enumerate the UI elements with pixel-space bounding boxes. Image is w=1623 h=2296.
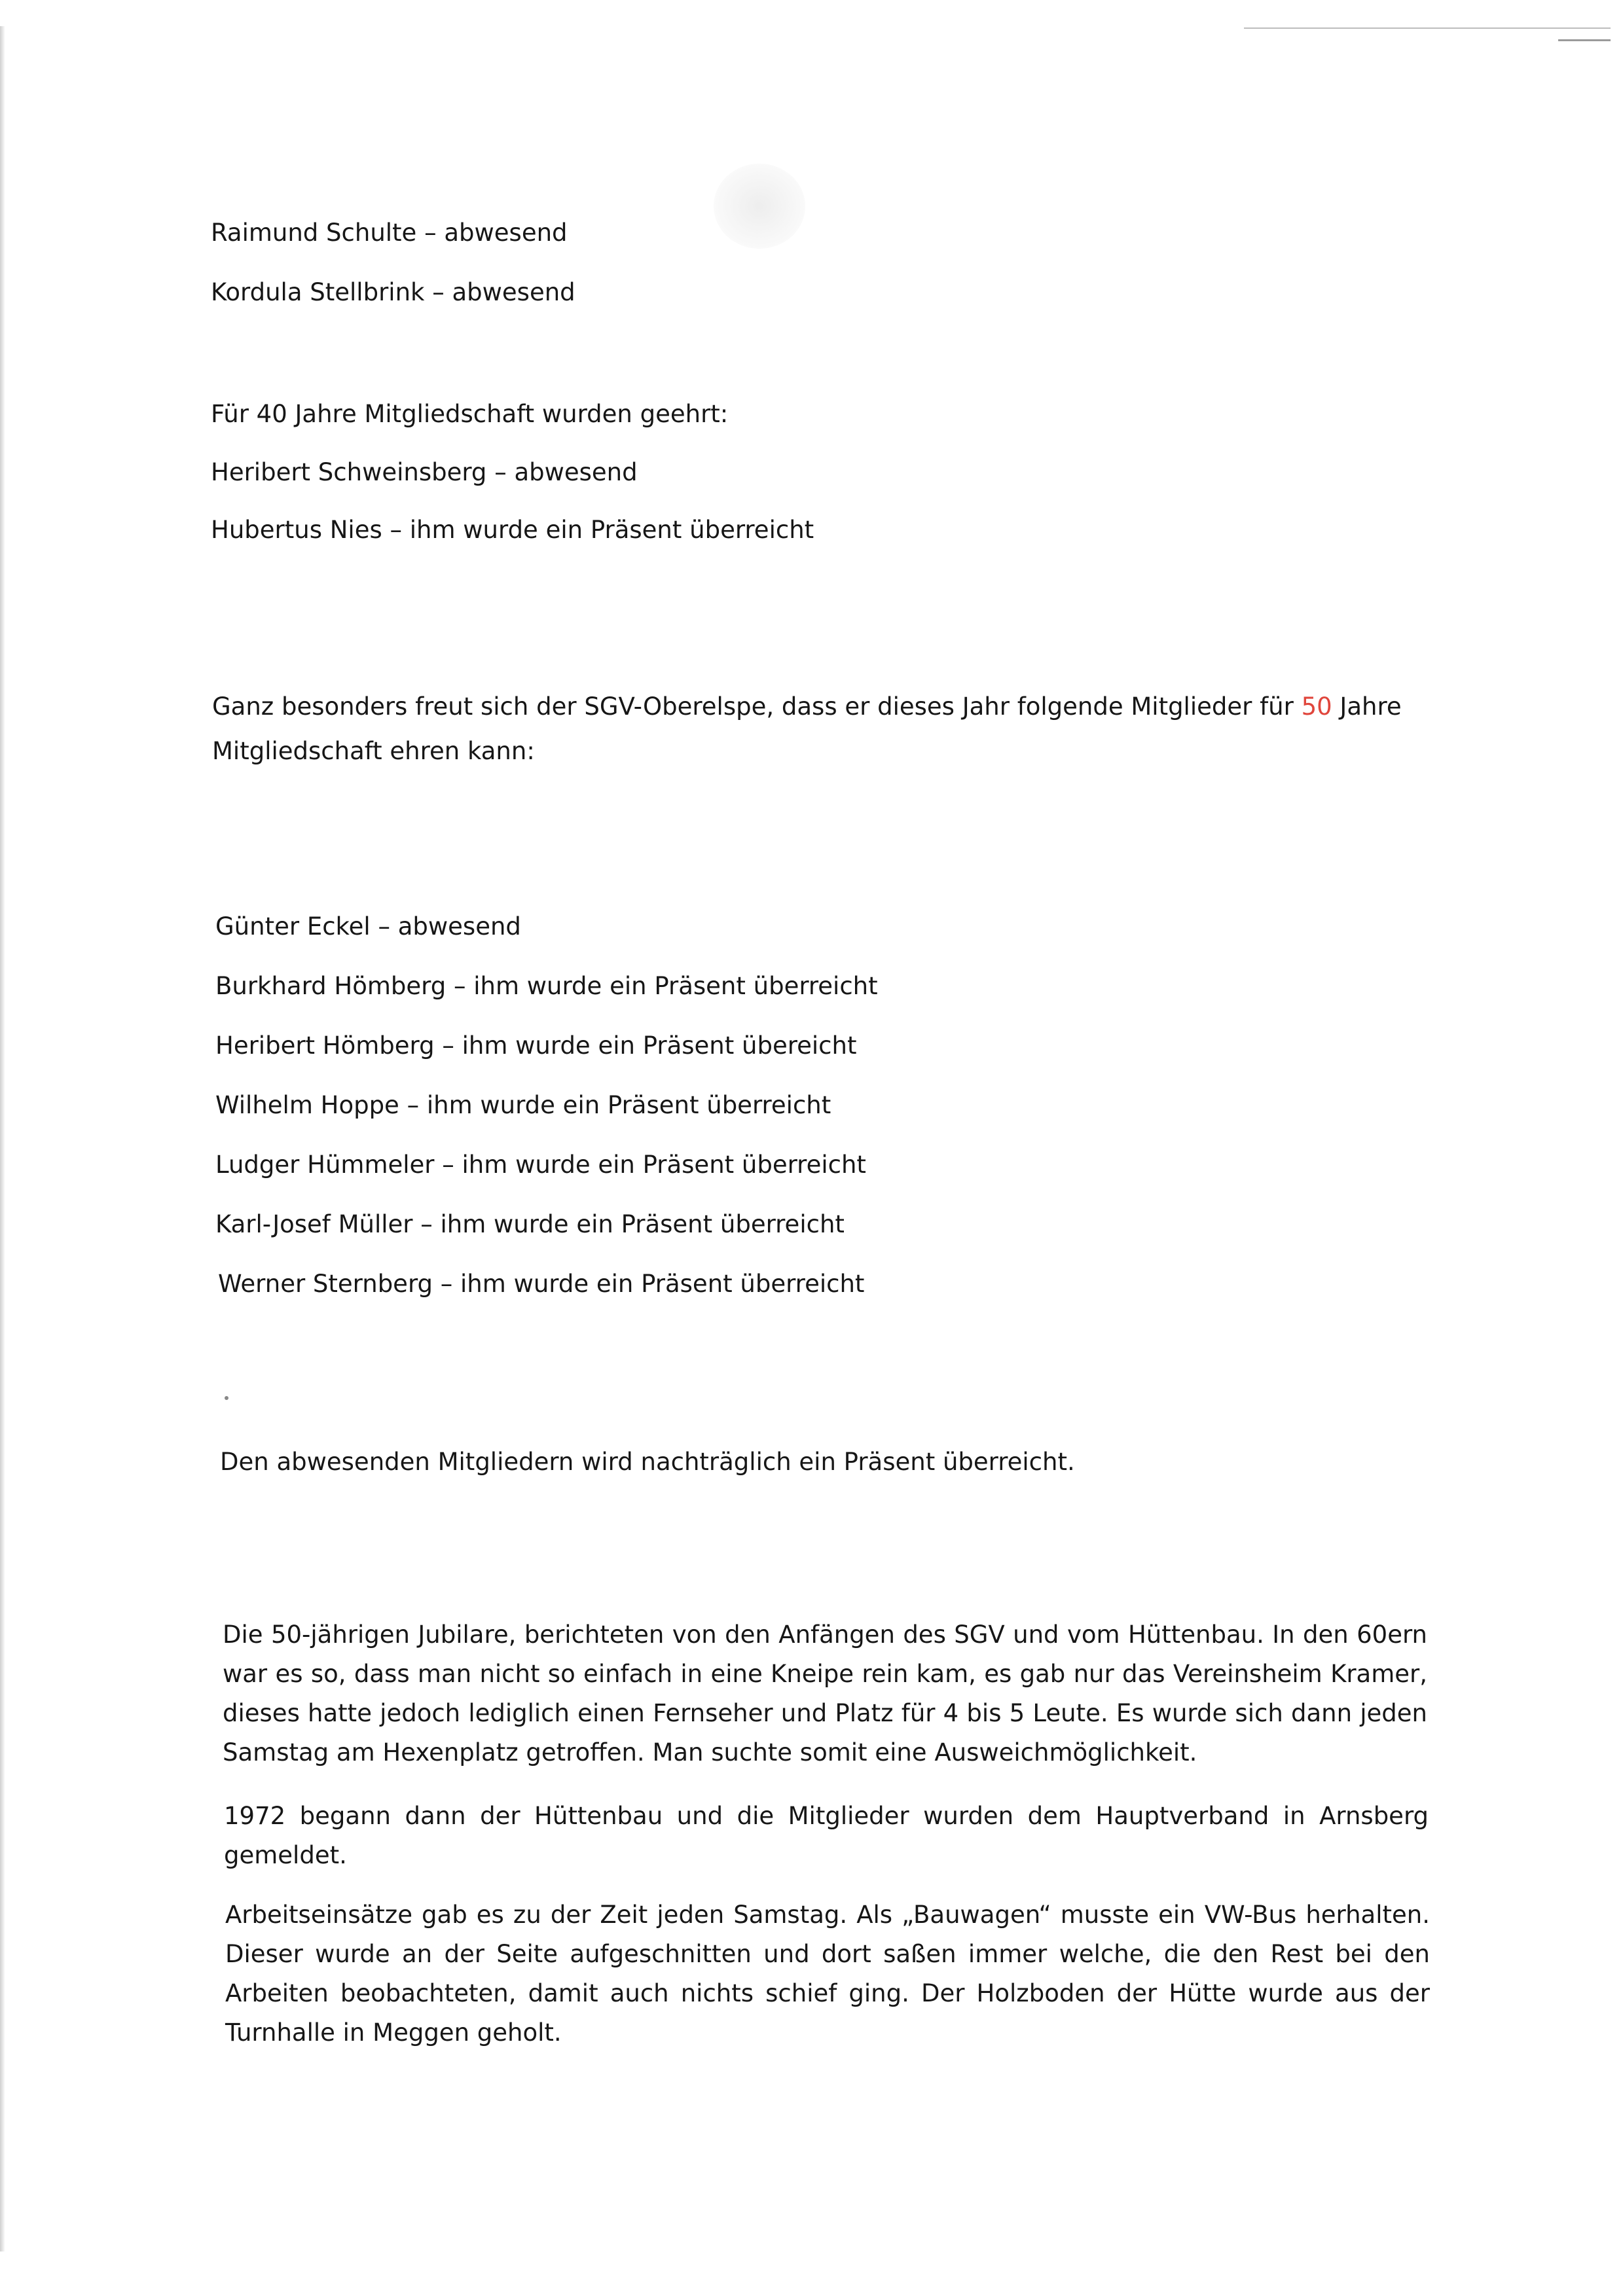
separator: – [453, 972, 466, 1000]
member-note: abwesend [444, 219, 568, 247]
scan-speck [225, 1396, 228, 1400]
member-note: ihm wurde ein Präsent überreicht [440, 1210, 845, 1238]
member-name: Hubertus Nies [211, 516, 382, 544]
absent-note: Den abwesenden Mitgliedern wird nachträglich ein Präsent überreicht. [220, 1448, 1075, 1476]
intro-line-1 [212, 692, 1402, 722]
member-line [215, 971, 878, 1001]
separator: – [494, 458, 507, 486]
intro-line-2: Mitgliedschaft ehren kann: [212, 737, 535, 765]
scan-top-dash [1558, 39, 1611, 41]
member-line [215, 1031, 856, 1061]
paragraph-line: Arbeitseinsätze gab es zu der Zeit jeden Samstag. Als „Bauwagen“ musste ein VW-Bus herhalten. [225, 1901, 1430, 1929]
member-name: Kordula Stellbrink [211, 278, 425, 306]
intro-text-end: Jahre [1340, 692, 1402, 721]
member-note: ihm wurde ein Präsent überreicht [462, 1151, 866, 1179]
member-note: abwesend [514, 458, 638, 486]
paragraph-line: Samstag am Hexenplatz getroffen. Man suchte somit eine Ausweichmöglichkeit. [223, 1738, 1197, 1767]
member-note: abwesend [397, 912, 521, 941]
member-line [218, 1269, 864, 1299]
member-line [211, 515, 814, 545]
paragraph-line: Turnhalle in Meggen geholt. [225, 2018, 562, 2047]
member-line [215, 1150, 866, 1180]
member-note: ihm wurde ein Präsent übereicht [462, 1031, 857, 1060]
member-name: Günter Eckel [215, 912, 371, 941]
separator: – [378, 912, 390, 941]
member-line [211, 218, 568, 248]
member-line [211, 457, 638, 488]
separator: – [440, 1270, 453, 1298]
member-name: Heribert Hömberg [215, 1031, 435, 1060]
member-note: abwesend [452, 278, 575, 306]
member-note: ihm wurde ein Präsent überreicht [409, 516, 814, 544]
scan-top-line [1244, 27, 1611, 29]
member-name: Heribert Schweinsberg [211, 458, 487, 486]
history-paragraph [223, 1615, 1427, 1772]
paragraph-line: Die 50-jährigen Jubilare, berichteten von den Anfängen des SGV und vom Hüttenbau. In den 60ern [223, 1621, 1427, 1649]
separator: – [390, 516, 402, 544]
scan-left-edge [0, 26, 5, 2251]
member-line [215, 1090, 831, 1121]
history-paragraph [225, 1895, 1430, 2053]
member-note: ihm wurde ein Präsent überreicht [460, 1270, 865, 1298]
member-line [215, 912, 521, 942]
intro-number: 50 [1301, 692, 1332, 721]
member-name: Burkhard Hömberg [215, 972, 447, 1000]
member-name: Werner Sternberg [218, 1270, 433, 1298]
member-name: Ludger Hümmeler [215, 1151, 435, 1179]
separator: – [442, 1151, 454, 1179]
member-name: Raimund Schulte [211, 219, 417, 247]
paragraph-line: dieses hatte jedoch lediglich einen Fernseher und Platz für 4 bis 5 Leute. Es wurde sich dann jeden [223, 1699, 1427, 1727]
member-note: ihm wurde ein Präsent überreicht [426, 1091, 831, 1119]
member-note: ihm wurde ein Präsent überreicht [473, 972, 878, 1000]
member-name: Karl-Josef Müller [215, 1210, 413, 1238]
separator: – [442, 1031, 454, 1060]
member-line [215, 1210, 845, 1240]
paragraph-line: war es so, dass man nicht so einfach in eine Kneipe rein kam, es gab nur das Vereinsheim Kramer, [223, 1660, 1427, 1688]
separator: – [407, 1091, 420, 1119]
separator: – [420, 1210, 433, 1238]
member-line [211, 278, 575, 308]
paragraph-line: Dieser wurde an der Seite aufgeschnitten und dort saßen immer welche, die den Rest bei den [225, 1940, 1430, 1968]
scan-smudge [714, 164, 805, 249]
member-name: Wilhelm Hoppe [215, 1091, 399, 1119]
separator: – [424, 219, 437, 247]
history-paragraph [224, 1797, 1429, 1875]
paragraph-line: 1972 begann dann der Hüttenbau und die Mitglieder wurden dem Hauptverband in Arnsberg [224, 1802, 1429, 1830]
paragraph-line: gemeldet. [224, 1841, 347, 1869]
separator: – [432, 278, 445, 306]
paragraph-line: Arbeiten beobachteten, damit auch nichts schief ging. Der Holzboden der Hütte wurde aus der [225, 1979, 1430, 2007]
forty-years-heading: Für 40 Jahre Mitgliedschaft wurden geehrt: [211, 400, 729, 428]
intro-text: Ganz besonders freut sich der SGV-Oberelspe, dass er dieses Jahr folgende Mitglieder für [212, 692, 1294, 721]
